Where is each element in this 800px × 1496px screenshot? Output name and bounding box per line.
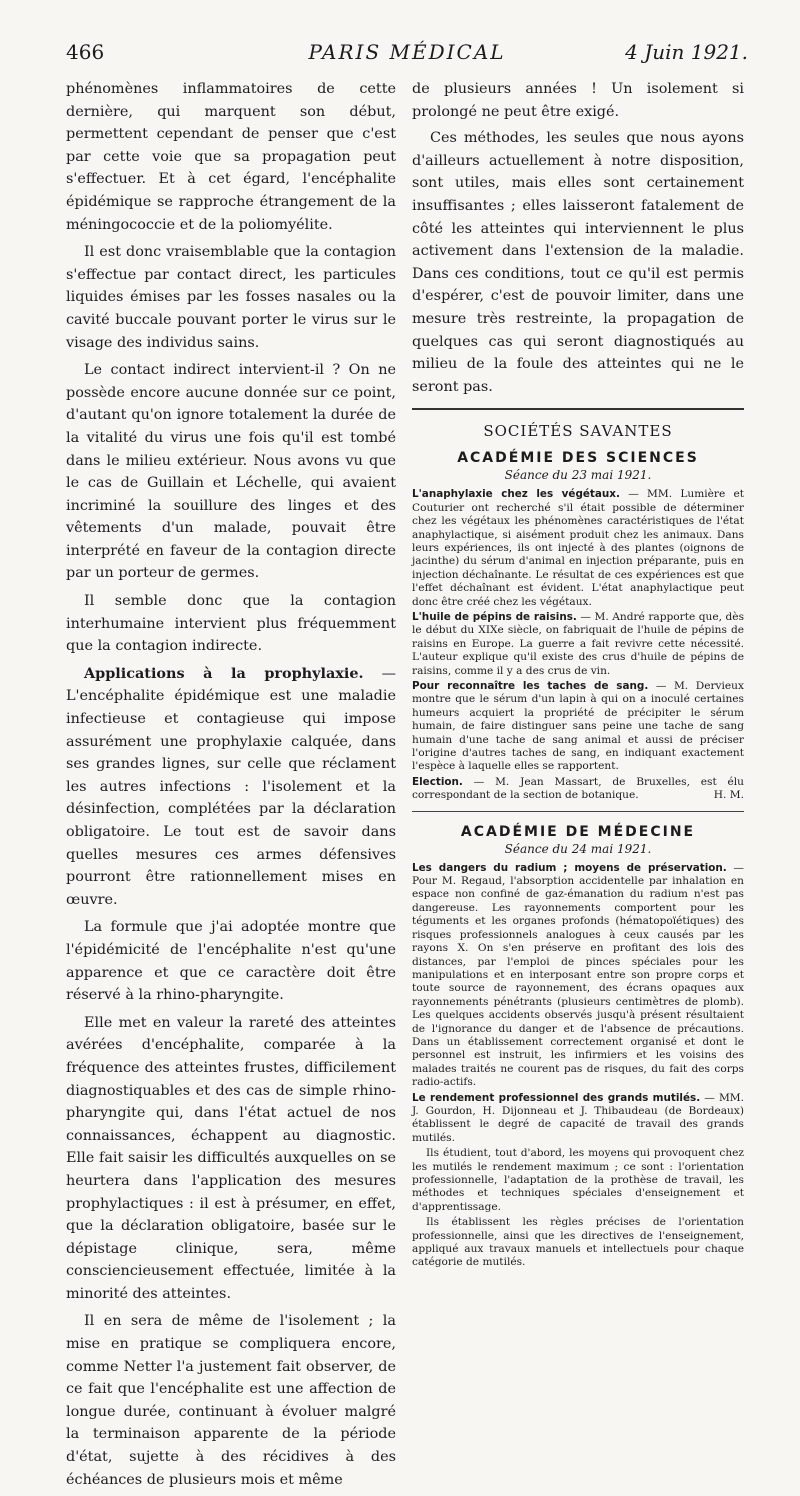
academy-title: ACADÉMIE DES SCIENCES xyxy=(457,450,699,467)
report-item xyxy=(412,1092,744,1146)
paragraph: Le contact indirect intervient-il ? On ne possède encore aucune donnée sur ce point, d'autant qu'on ignore totalement la durée de la vitalité du virus une fois qu'il est tombé dans le milieu extérieur. Nous avons vu que le cas de Guillain et Léchelle, qui avaient incriminé la souillure des linges et des vêtements d'un malade, pouvait être interprété en faveur de la contagion directe par un porteur de germes. xyxy=(66,362,396,582)
report-text: — MM. Lumière et Couturier ont recherché s'il était possible de déterminer chez les végétaux les phénomènes caractéristiques de l'état anaphylactique, si aisément produit chez les animaux. Dans leurs expériences, ils ont injecté à des plantes (oignons de jacinthe) du sérum d'animal en injection préparante, puis en injection déchaînante. Le résultat de ces expériences est que l'effet déchaînant est évident. L'état anaphylactique peut donc être créé chez les végétaux. xyxy=(412,488,745,608)
page-number: 466 xyxy=(66,40,105,64)
report-title: Pour reconnaître les taches de sang. xyxy=(412,680,649,692)
paragraph: Il en sera de même de l'isolement ; la mise en pratique se compliquera encore, comme Netter l'a justement fait observer, de ce fait que l'encéphalite est une affection de longue durée, continuant à évoluer malgré la terminaison apparente de la période d'état, sujette à des récidives à des échéances de plusieurs mois et même xyxy=(66,1313,396,1488)
report-text: — M. André rapporte que, dès le début du XIXe siècle, on fabriquait de l'huile de pépins de raisins en Europe. La guerre a fait revivre cette nécessité. L'auteur explique qu'il existe des crus d'huile de pépins de raisins, comme il y a des crus de vin. xyxy=(412,610,745,677)
section-title: SOCIÉTÉS SAVANTES xyxy=(483,422,673,441)
report-title: Election. xyxy=(412,775,463,788)
report-item xyxy=(412,611,744,678)
paragraph: Il semble donc que la contagion interhumaine intervient plus fréquemment que la contagion indirecte. xyxy=(66,593,396,655)
report-item xyxy=(412,776,744,803)
journal-title: PARIS MÉDICAL xyxy=(308,40,506,64)
report-title: L'huile de pépins de raisins. xyxy=(412,610,577,623)
left-column xyxy=(66,78,396,1496)
report-item xyxy=(412,862,744,1090)
paragraph: Ces méthodes, les seules que nous ayons d'ailleurs actuellement à notre disposition, sont utiles, mais elles sont certainement insuffisantes ; elles laisseront fatalement de côté les atteintes qui interviennent le plus activement dans l'extension de la maladie. Dans ces conditions, tout ce qu'il est permis d'espérer, c'est de pouvoir limiter, dans une mesure très restreinte, la propagation de quelques cas qui seront diagnostiqués au milieu de la foule des atteintes qui ne le seront pas. xyxy=(412,130,744,395)
paragraph: phénomènes inflammatoires de cette dernière, qui marquent son début, permettent cependant de penser que c'est par cette voie que sa propagation peut s'effectuer. Et à cet égard, l'encéphalite épidémique se rapproche étrangement de la méningococcie et de la poliomyélite. xyxy=(66,81,396,233)
report-text: — Pour M. Regaud, l'absorption accidentelle par inhalation en espace non confiné de gaz-émanation du radium n'est pas dangereuse. Les rayonnements comportent pour les téguments et les organes profonds (hématopoïétiques) des risques professionnels analogues à ceux causés par les rayons X. On s'en préserve en profitant des lois des distances, par l'emploi de pinces spéciales pour les manipulations et en interposant entre son propre corps et toute source de rayonnement, des écrans opaques aux rayonnements pénétrants (plusieurs centimètres de plomb). Les quelques accidents observés jusqu'à présent résultaient de l'ignorance du danger et de l'absence de précautions. Dans un établissement correctement organisé et dont le personnel est instruit, les infirmiers et les voisins des malades traités ne courent pas de risques, du fait des corps radio-actifs. xyxy=(412,861,744,1089)
report-item xyxy=(412,680,744,774)
right-column xyxy=(412,78,744,1272)
section-divider xyxy=(412,408,744,410)
report-title: Le rendement professionnel des grands mutilés. xyxy=(412,1091,701,1104)
prophylaxie-paragraph xyxy=(66,663,396,912)
session-date: Séance du 24 mai 1921. xyxy=(504,841,652,856)
report-text: — MM. J. Gourdon, H. Dijonneau et J. Thibaudeau (de Bordeaux) établissent le degré de capacité de travail des grands mutilés. xyxy=(412,1091,745,1144)
report-title: Les dangers du radium ; moyens de préservation. xyxy=(412,861,727,874)
paragraph: Ils étudient, tout d'abord, les moyens qui provoquent chez les mutilés le rendement maximum ; ce sont : l'orientation professionnelle, l'adaptation de la prothèse de travail, les méthodes et techniques spéciales d'enseignement et d'apprentissage. xyxy=(412,1147,744,1213)
page-header xyxy=(66,40,748,74)
academy-title: ACADÉMIE DE MÉDECINE xyxy=(460,823,696,840)
section-divider xyxy=(412,811,744,812)
issue-date: 4 Juin 1921. xyxy=(625,40,748,64)
report-text: — M. Dervieux montre que le sérum d'un lapin à qui on a inoculé certaines humeurs acquiert la propriété de précipiter le sérum humain, de faire distinguer sans peine une tache de sang humain d'une tache de sang animal et aussi de préciser l'origine d'autres taches de sang, en indiquant exactement l'espèce à laquelle elles se rapportent. xyxy=(412,680,744,773)
prophylaxie-text: — L'encéphalite épidémique est une maladie infectieuse et contagieuse qui impose assurément une prophylaxie calquée, dans ses grandes lignes, sur celle que réclament les autres infections : l'isolement et la désinfection, complétées par la déclaration obligatoire. Le tout est de savoir dans quelles mesures ces armes défensives pourront être rationnellement mises en œuvre. xyxy=(66,665,396,908)
paragraph: Ils établissent les règles précises de l'orientation professionnelle, ainsi que les directives de l'enseignement, appliqué aux travaux manuels et intellectuels pour chaque catégorie de mutilés. xyxy=(412,1216,744,1269)
paragraph: Elle met en valeur la rareté des atteintes avérées d'encéphalite, comparée à la fréquence des atteintes frustes, difficilement diagnostiquables et des cas de simple rhino-pharyngite qui, dans l'état actuel de nos connaissances, échappent au diagnostic. Elle fait saisir les difficultés auxquelles on se heurtera dans l'application des mesures prophylactiques : il est à présumer, en effet, que la déclaration obligatoire, basée sur le dépistage clinique, sera, même consciencieusement effectuée, limitée à la minorité des atteintes. xyxy=(66,1014,396,1302)
report-text: — M. Jean Massart, de Bruxelles, est élu correspondant de la section de botanique. xyxy=(412,775,744,802)
signature: H. M. xyxy=(713,789,744,802)
session-date: Séance du 23 mai 1921. xyxy=(504,468,652,483)
prophylaxie-heading: Applications à la prophylaxie. xyxy=(84,664,364,682)
paragraph: Il est donc vraisemblable que la contagion s'effectue par contact direct, les particules liquides émises par les fosses nasales ou la cavité buccale pouvant porter le virus sur le visage des individus sains. xyxy=(66,244,396,351)
report-title: L'anaphylaxie chez les végétaux. xyxy=(412,488,620,501)
paragraph: La formule que j'ai adoptée montre que l'épidémicité de l'encéphalite n'est qu'une apparence et que ce caractère doit être réservé à la rhino-pharyngite. xyxy=(66,919,396,1004)
paragraph: de plusieurs années ! Un isolement si prolongé ne peut être exigé. xyxy=(412,81,744,120)
report-item xyxy=(412,488,744,609)
